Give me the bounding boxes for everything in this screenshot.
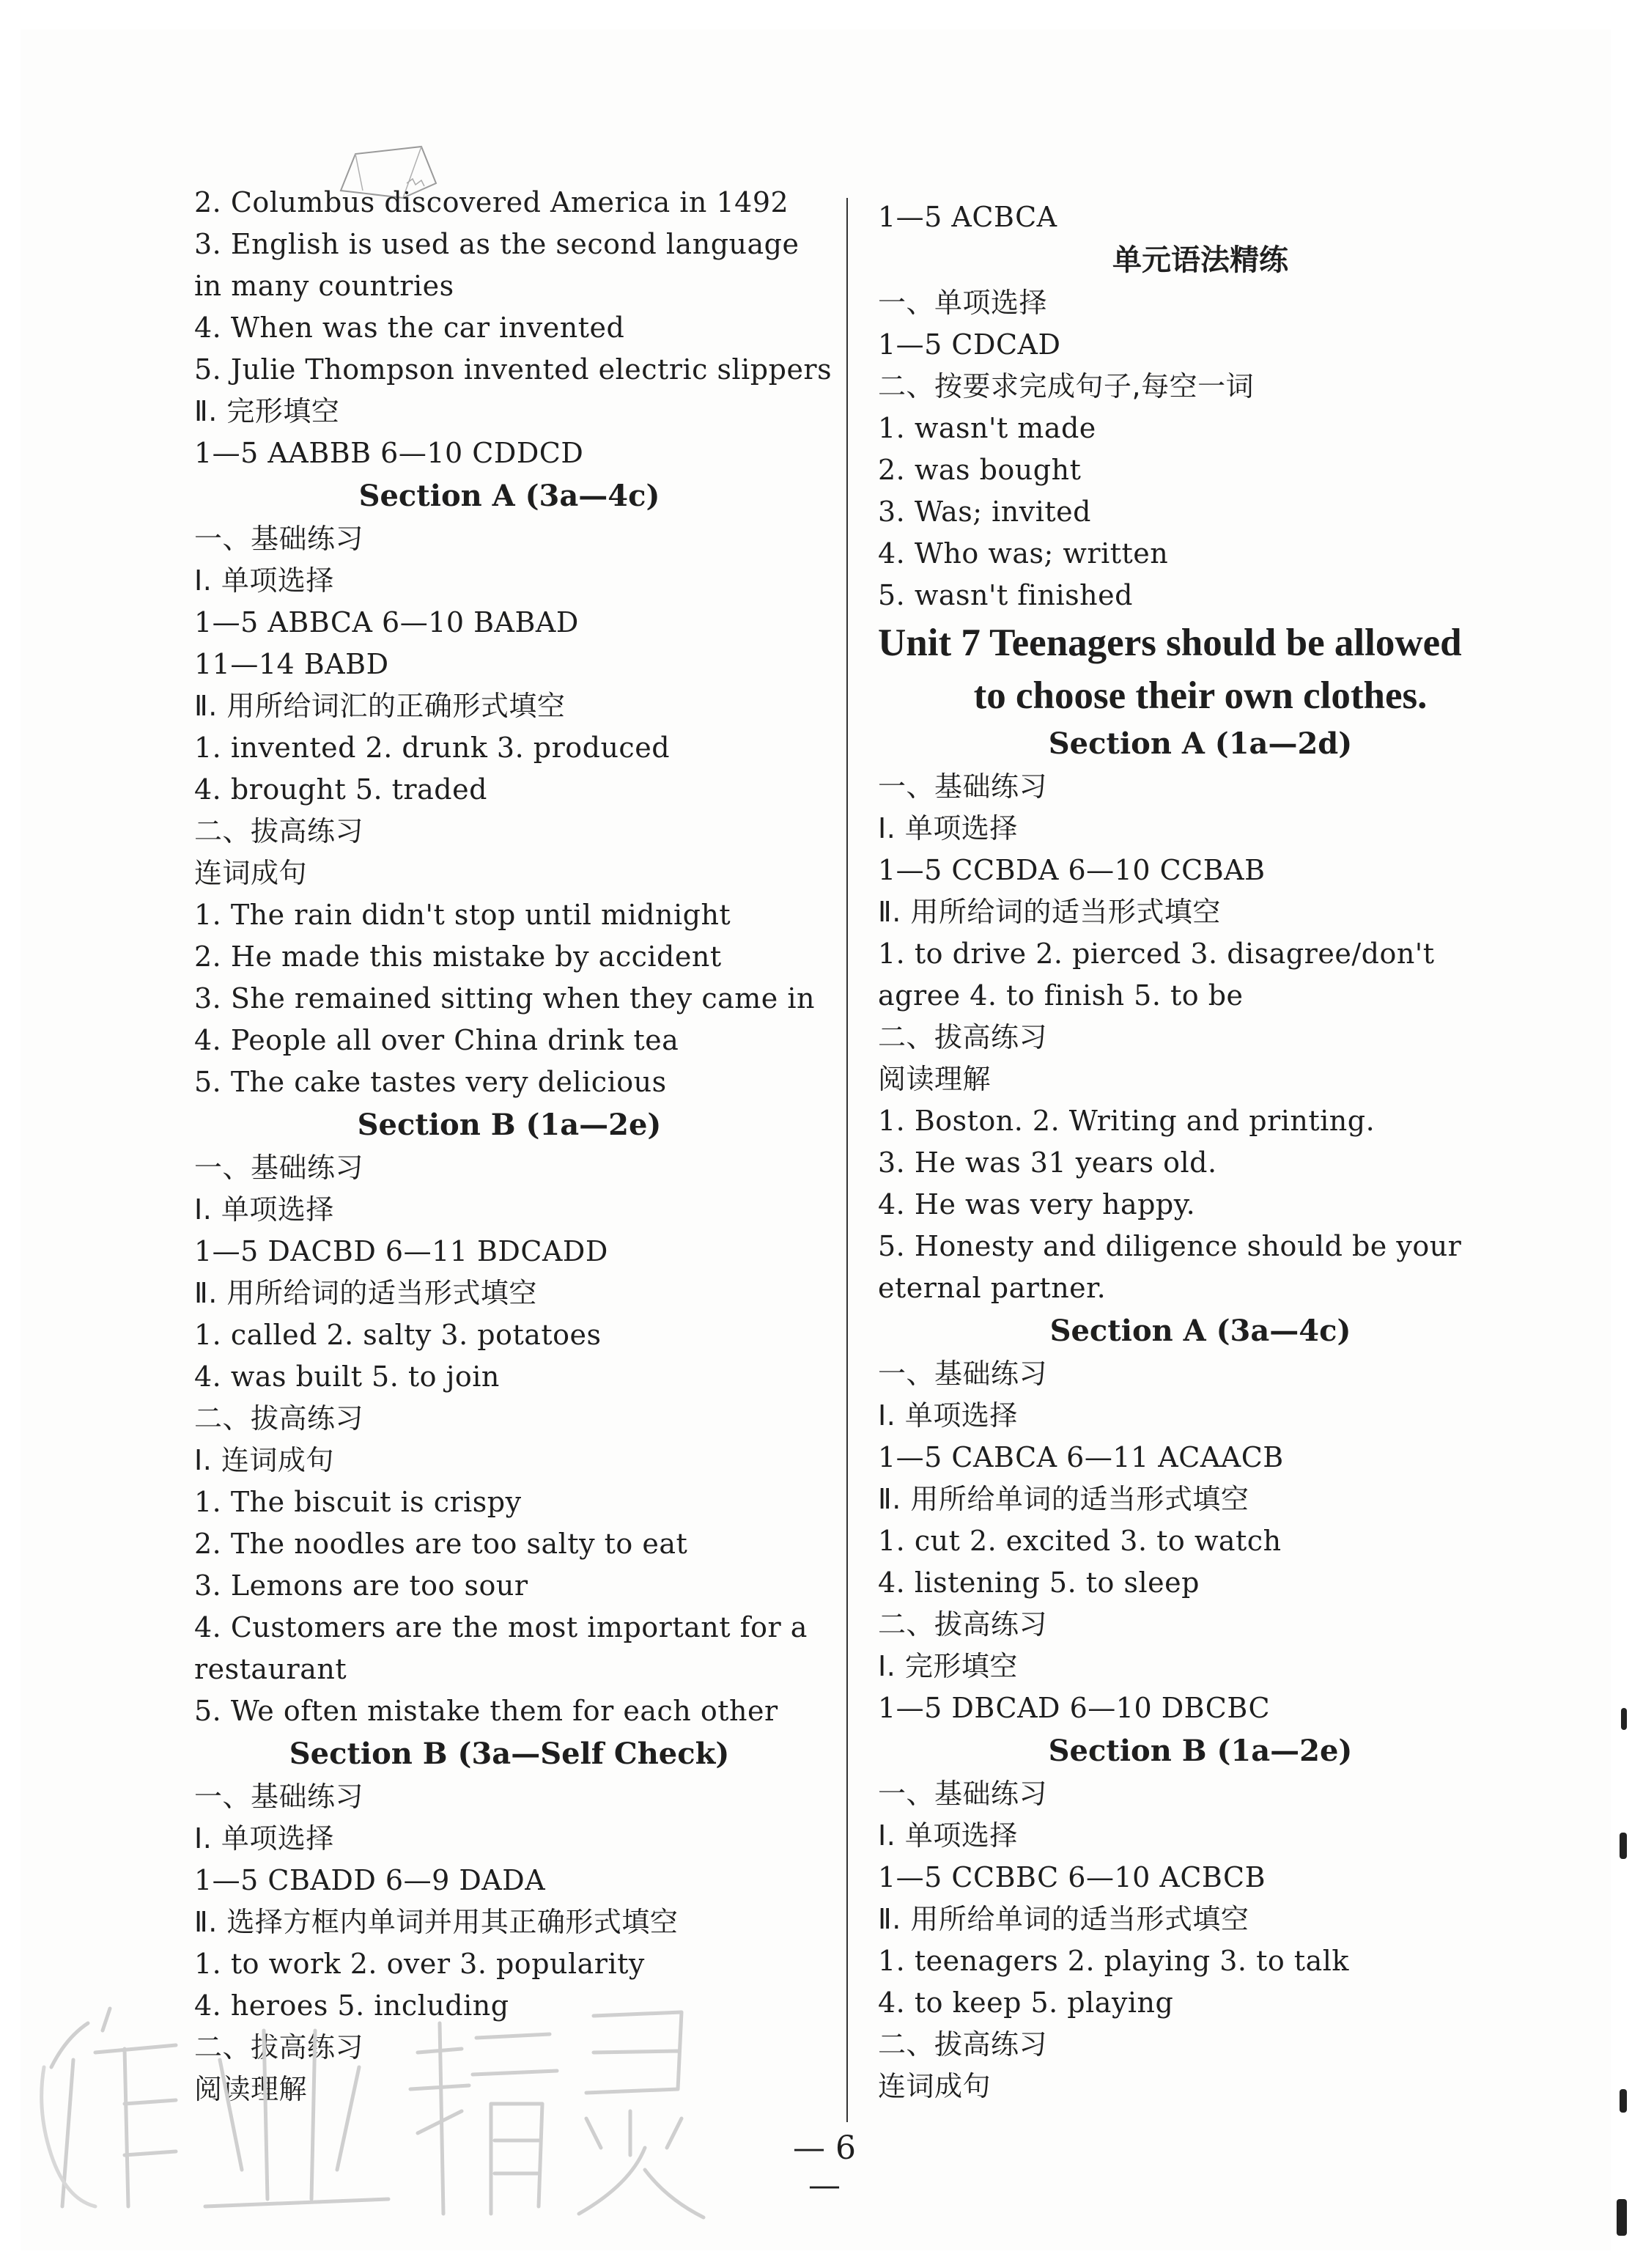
right-exercise-label: 阅读理解 [878,1063,992,1095]
left-answer-line: 5. We often mistake them for each other [194,1695,778,1727]
right-answer-line: 4. listening 5. to sleep [878,1566,1200,1599]
right-answer-column [878,196,1523,2107]
left-answer-line: 4. heroes 5. including [194,1989,509,2022]
left-exercise-label: Ⅰ. 单项选择 [194,564,334,597]
right-exercise-label: Ⅱ. 用所给单词的适当形式填空 [878,1903,1249,1935]
left-exercise-label: 一、基础练习 [194,523,364,555]
left-answer-line: 4. People all over China drink tea [194,1024,679,1056]
left-exercise-label: 一、基础练习 [194,1152,364,1184]
unit-title-line-2: to choose their own clothes. [973,674,1428,717]
page-number: — 6 — [793,2129,856,2204]
right-exercise-label: Ⅰ. 单项选择 [878,812,1018,844]
left-answer-line: 1. to work 2. over 3. popularity [194,1948,645,1980]
right-answer-line: 1. cut 2. excited 3. to watch [878,1525,1282,1557]
right-answer-line: 3. Was; invited [878,496,1091,528]
right-answer-line: 1—5 CCBDA 6—10 CCBAB [878,854,1266,886]
scan-edge-mark [1620,2089,1627,2113]
left-exercise-label: Ⅰ. 单项选择 [194,1822,334,1855]
left-exercise-label: Ⅱ. 选择方框内单词并用其正确形式填空 [194,1906,679,1938]
left-answer-line: 5. The cake tastes very delicious [194,1066,667,1098]
left-answer-line: 2. The noodles are too salty to eat [194,1528,688,1560]
left-answer-line: 1. The biscuit is crispy [194,1486,522,1518]
right-answer-line: 1. wasn't made [878,412,1096,444]
scan-edge-mark [1617,2199,1627,2236]
left-exercise-label: Ⅱ. 完形填空 [194,395,340,427]
right-answer-line: 1—5 CABCA 6—11 ACAACB [878,1441,1284,1473]
right-answer-line: 4. Who was; written [878,537,1169,570]
right-exercise-label: Ⅱ. 用所给词的适当形式填空 [878,896,1221,928]
left-answer-line: 4. Customers are the most important for a restaurant [194,1611,808,1685]
left-exercise-label: Ⅰ. 连词成句 [194,1444,334,1476]
scan-edge-mark [1620,1833,1627,1859]
left-answer-column [194,182,832,2110]
right-exercise-label: Ⅰ. 单项选择 [878,1819,1018,1852]
left-exercise-label: Ⅱ. 用所给词汇的正确形式填空 [194,690,566,722]
left-answer-line: 1. called 2. salty 3. potatoes [194,1319,602,1351]
right-exercise-label: 连词成句 [878,2070,992,2102]
right-answer-line: 3. He was 31 years old. [878,1146,1217,1179]
left-exercise-label: 一、基础练习 [194,1781,364,1813]
left-answer-line: 1—5 DACBD 6—11 BDCADD [194,1235,608,1267]
right-answer-line: 1. teenagers 2. playing 3. to talk [878,1945,1349,1977]
left-section-heading: Section A (3a—4c) [358,479,660,513]
right-exercise-label: 一、基础练习 [878,1778,1048,1810]
right-exercise-label: 二、按要求完成句子,每空一词 [878,370,1255,402]
left-answer-line: 1. invented 2. drunk 3. produced [194,732,671,764]
unit-title [878,616,1523,722]
left-exercise-label: 二、拔高练习 [194,815,364,847]
left-answer-line: 3. Lemons are too sour [194,1569,528,1602]
left-answer-line: 1—5 CBADD 6—9 DADA [194,1864,546,1896]
right-answer-line: 1. to drive 2. pierced 3. disagree/don't agree 4. to finish 5. to be [878,938,1435,1012]
left-exercise-label: 连词成句 [194,857,308,889]
right-answer-line: 5. wasn't finished [878,579,1133,611]
right-answer-line: 5. Honesty and diligence should be your eternal partner. [878,1230,1462,1304]
right-answer-line: 1—5 DBCAD 6—10 DBCBC [878,1692,1271,1724]
left-answer-line: 3. English is used as the second language in many countries [194,228,800,302]
watermark-logo-icon [22,1965,718,2243]
left-section-heading: Section B (3a—Self Check) [289,1737,730,1771]
left-answer-line: 1—5 ABBCA 6—10 BABAD [194,606,579,638]
right-answer-line: 4. He was very happy. [878,1188,1196,1220]
left-answer-line: 2. He made this mistake by accident [194,940,722,973]
left-exercise-label: 二、拔高练习 [194,2031,364,2063]
right-section-heading: Section A (3a—4c) [1049,1314,1351,1348]
right-answer-line: 1—5 CCBBC 6—10 ACBCB [878,1861,1266,1893]
right-exercise-label: 一、单项选择 [878,287,1048,319]
right-exercise-label: 一、基础练习 [878,770,1048,803]
right-exercise-label: 二、拔高练习 [878,1608,1048,1641]
left-exercise-label: Ⅱ. 用所给词的适当形式填空 [194,1277,537,1309]
left-exercise-label: Ⅰ. 单项选择 [194,1193,334,1226]
scan-edge-mark [1621,1708,1627,1730]
right-exercise-label: Ⅱ. 用所给单词的适当形式填空 [878,1483,1249,1515]
right-answer-line: 1—5 ACBCA [878,201,1057,233]
right-answer-line: 2. was bought [878,454,1082,486]
left-exercise-label: 二、拔高练习 [194,1402,364,1435]
left-answer-line: 4. was built 5. to join [194,1361,500,1393]
right-answer-line: 1—5 CDCAD [878,328,1061,361]
left-exercise-label: 阅读理解 [194,2073,308,2105]
right-exercise-label: 一、基础练习 [878,1358,1048,1390]
right-exercise-label: Ⅰ. 单项选择 [878,1399,1018,1432]
left-answer-line: 2. Columbus discovered America in 1492 [194,186,789,218]
left-answer-line: 1. The rain didn't stop until midnight [194,899,731,931]
left-answer-line: 5. Julie Thompson invented electric slippers [194,353,832,386]
right-section-heading: Section B (1a—2e) [1048,1734,1353,1768]
right-section-heading: Section A (1a—2d) [1048,726,1353,761]
right-answer-line: 1. Boston. 2. Writing and printing. [878,1105,1376,1137]
left-answer-line: 1—5 AABBB 6—10 CDDCD [194,437,584,469]
column-divider [846,198,848,2122]
right-exercise-label: Ⅰ. 完形填空 [878,1650,1018,1682]
left-answer-line: 4. brought 5. traded [194,773,487,806]
left-answer-line: 3. She remained sitting when they came in [194,982,815,1015]
unit-title-line-1: Unit 7 Teenagers should be allowed [878,622,1462,664]
left-answer-line: 4. When was the car invented [194,312,625,344]
right-grammar-heading: 单元语法精练 [1112,243,1288,277]
left-answer-line: 11—14 BABD [194,648,389,680]
right-exercise-label: 二、拔高练习 [878,1021,1048,1053]
left-section-heading: Section B (1a—2e) [357,1108,662,1142]
right-exercise-label: 二、拔高练习 [878,2028,1048,2061]
right-answer-line: 4. to keep 5. playing [878,1987,1174,2019]
